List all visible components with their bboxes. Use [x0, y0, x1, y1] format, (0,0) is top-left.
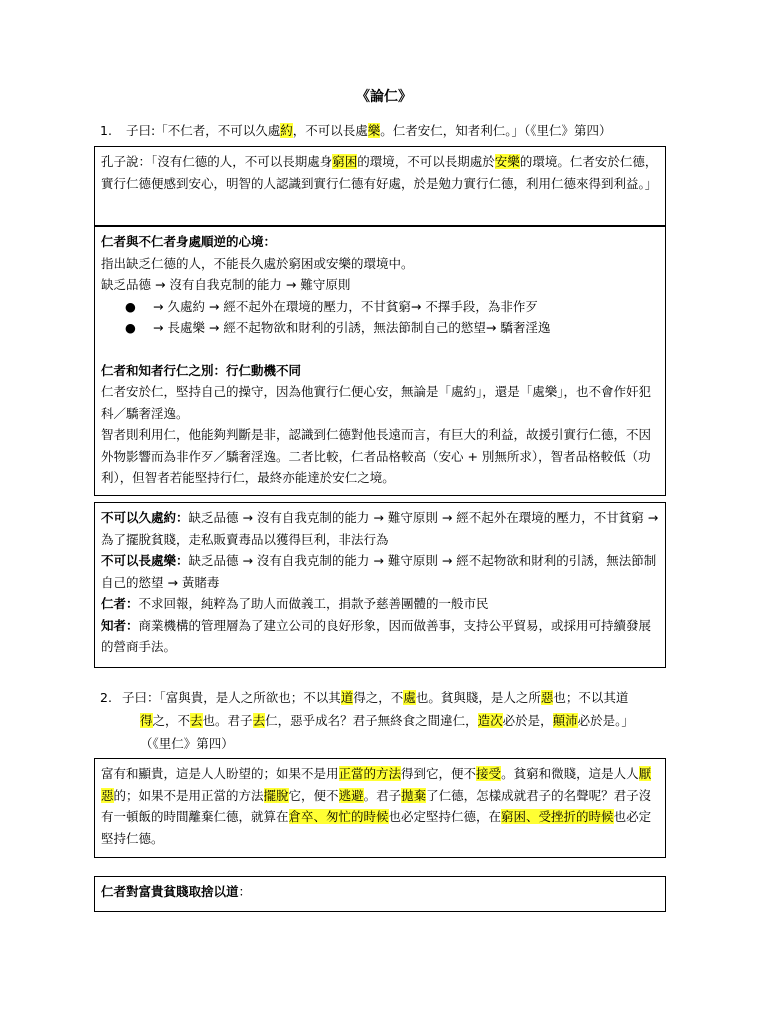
highlight-term: 造次: [477, 713, 503, 728]
text-run: 了仁德，怎樣成就君子的名聲呢？君子沒有一頓飯的時間離棄仁德，就算在: [101, 787, 652, 824]
highlight-term: 惡: [540, 690, 554, 705]
quote-text: 。仁者安仁，知者利仁。」（《里仁》第四）: [380, 123, 612, 138]
bullet-icon: ●: [125, 320, 136, 335]
quote-text: 仁，惡乎成名？君子無終食之間違仁，: [265, 713, 478, 728]
quote-text: 也；不以其道: [553, 690, 629, 705]
example-key: 仁者：: [101, 596, 139, 611]
highlight-term: 厭惡: [101, 766, 652, 803]
section-heading: 仁者和知者行仁之別：行仁動機不同: [101, 362, 302, 378]
translation-text: [101, 763, 659, 849]
example-key: 不可以久處約：: [101, 510, 189, 525]
highlight-term: 拋棄: [401, 787, 427, 803]
page-title: 《論仁》: [356, 89, 412, 105]
quote-text: 必於是，: [502, 713, 553, 728]
highlight-term: 窮困、受挫折的時候: [501, 809, 614, 824]
example-value: 不求回報，純粹為了助人而做義工，捐款予慈善團體的一般市民: [138, 596, 489, 611]
heading-colon: ：: [238, 884, 252, 899]
quote-text: 必於是。」: [577, 713, 634, 728]
example-key: 知者：: [101, 617, 139, 633]
analysis-line: 指出缺乏仁德的人，不能長久處於窮困或安樂的環境中。: [101, 255, 414, 271]
highlight-term: 逃避: [338, 787, 364, 803]
question-2: [100, 686, 660, 755]
bullet-text: → 長處樂 → 經不起物欲和財利的引誘，無法節制自己的慾望→ 驕奢淫逸: [153, 320, 551, 335]
text-run: 也必定堅持仁德。: [101, 809, 652, 846]
highlight-term: 窮困: [332, 154, 358, 169]
quote-text: 也。貧與賤，是人之所: [415, 690, 541, 705]
translation-box-2: [94, 758, 666, 858]
text-run: 。君子: [363, 787, 402, 803]
question-number: 1.: [100, 123, 112, 138]
highlight-term: 去: [252, 713, 266, 728]
quote-text: 子曰：「富與貴，是人之所欲也；不以其: [122, 690, 341, 705]
highlight-term: 得: [140, 713, 153, 728]
highlight-term: 去: [190, 713, 203, 728]
analysis-line: 缺乏品德 → 沒有自我克制的能力 → 難守原則: [101, 277, 351, 292]
highlight-term: 安樂: [494, 154, 520, 169]
text-run: 得到它，便不: [401, 766, 477, 781]
translation-text: [101, 151, 659, 194]
example-item: [101, 550, 659, 593]
section-heading: 仁者與不仁者身處順逆的心境：: [101, 234, 277, 249]
text-run: 富有和顯貴，這是人人盼望的；如果不是用: [101, 766, 339, 781]
highlight-term: 處: [403, 690, 416, 705]
text-run: 。貧窮和微賤，這是人人: [501, 766, 639, 781]
text-run: 也必定堅持仁德，在: [388, 809, 502, 824]
highlight-term: 顛沛: [552, 713, 578, 728]
example-key: 不可以長處樂：: [101, 553, 189, 568]
example-item: [101, 593, 659, 615]
bullet-item: [101, 296, 659, 318]
analysis-paragraph: 仁者安於仁，堅持自己的操守，因為他實行仁便心安，無論是「處約」，還是「處樂」，也不會作奸犯科／驕奢淫逸。: [101, 384, 652, 421]
box-heading: [101, 881, 659, 903]
highlight-term: 道: [340, 690, 354, 705]
quote-text: 得之，不: [353, 690, 404, 705]
highlight-term: 倉卒、匆忙的時候: [288, 809, 389, 824]
quote-text: 也。君子: [202, 713, 253, 728]
quote-text: 之，不: [152, 713, 191, 728]
question-1: [100, 120, 612, 142]
example-value: 商業機構的管理層為了建立公司的良好形象，因而做善事，支持公平貿易，或採用可持續發展的營商手法。: [101, 617, 652, 654]
highlight-term: 接受: [476, 766, 502, 781]
bullet-item: [101, 317, 659, 339]
example-item: [101, 507, 659, 550]
heading-text: 仁者對富貴貧賤取捨以道: [101, 884, 239, 899]
analysis-paragraph: 智者則利用仁，他能夠判斷是非，認識到仁德對他長遠而言，有巨大的利益，故援引實行仁德，不因外物影響而為非作歹／驕奢淫逸。二者比較，仁者品格較高（安心 + 別無所求），智者品格較低（功利），但智者若能堅持行仁，最終亦能達於安仁之境。: [101, 427, 652, 485]
heading-box: [94, 876, 666, 912]
translation-box-1: [94, 146, 666, 226]
example-item: [101, 615, 659, 658]
highlight-term: 正當的方法: [338, 766, 402, 781]
highlight-term: 擺脫: [263, 787, 289, 803]
quote-text: 子曰:「不仁者，不可以久處: [125, 123, 281, 138]
example-value: 缺乏品德 → 沒有自我克制的能力 → 難守原則 → 經不起物欲和財利的引誘，無法節制自己的慾望 → 黃賭毒: [101, 553, 657, 590]
quote-source: （《里仁》第四）: [140, 736, 234, 751]
text-run: 它，便不: [288, 787, 339, 803]
text-run: 孔子說：「沒有仁德的人，不可以長期處身: [101, 154, 333, 169]
quote-text: ，不可以長處: [292, 123, 368, 138]
highlight-term: 樂: [367, 123, 381, 138]
bullet-text: → 久處約 → 經不起外在環境的壓力，不甘貧窮→ 不擇手段，為非作歹: [153, 298, 538, 314]
text-run: 的環境，不可以長期處於: [357, 154, 495, 169]
text-run: 的；如果不是用正當的方法: [113, 787, 264, 803]
example-value: 缺乏品德 → 沒有自我克制的能力 → 難守原則 → 經不起外在環境的壓力，不甘貧窮 → 為了擺脫貧賤，走私販賣毒品以獲得巨利，非法行為: [101, 510, 659, 547]
examples-box: [94, 502, 666, 668]
text-run: 的環境。仁者安於仁德，實行仁德便感到安心，明智的人認識到實行仁德有好處，於是勉力實行仁德，利用仁德來得到利益。」: [101, 154, 658, 191]
highlight-term: 約: [280, 123, 293, 138]
question-number: 2.: [100, 690, 112, 705]
bullet-icon: ●: [125, 298, 136, 314]
analysis-box: [94, 226, 666, 496]
